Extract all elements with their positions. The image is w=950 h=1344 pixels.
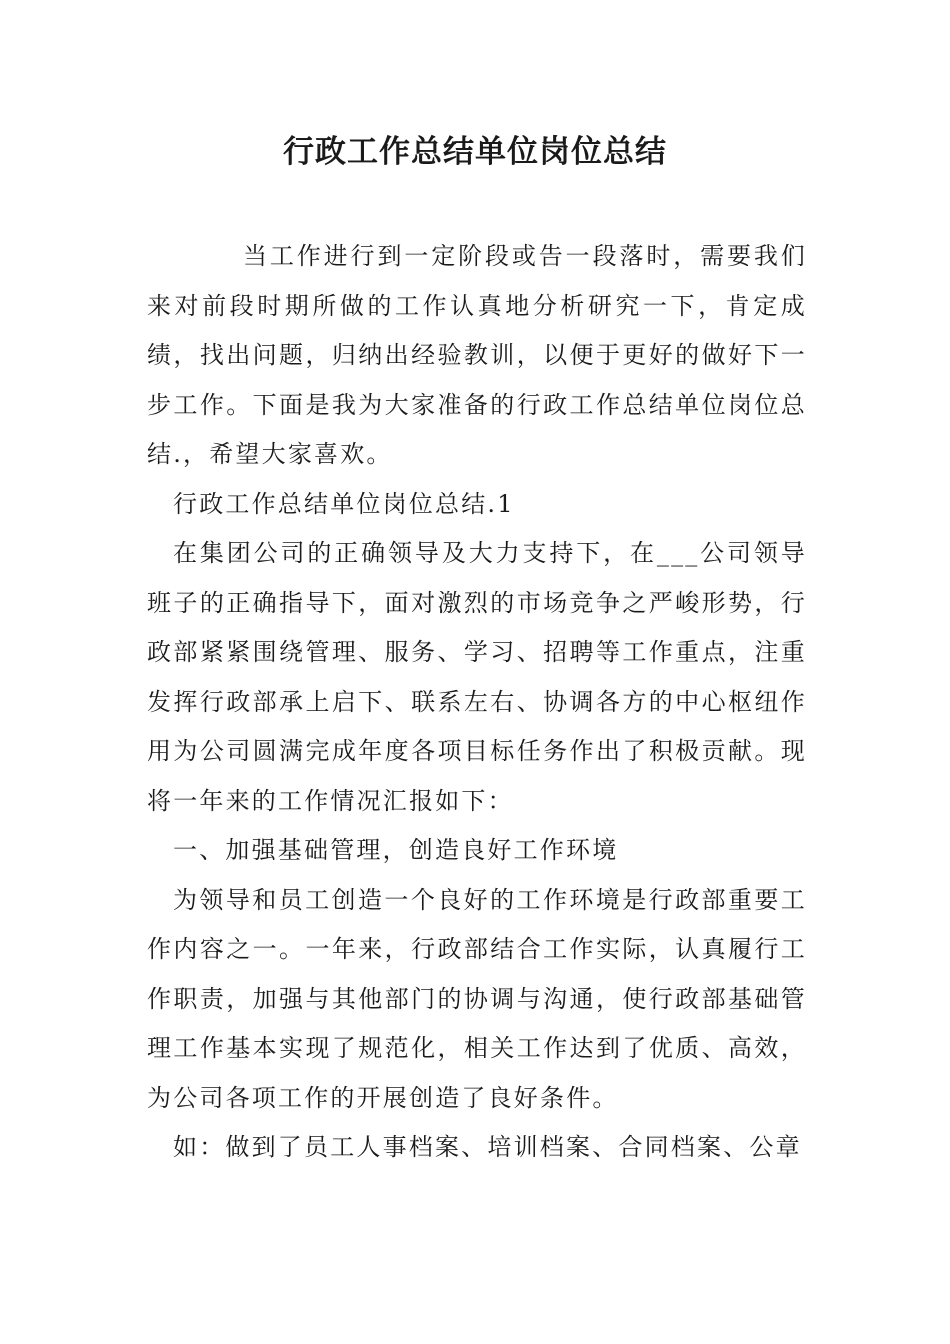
subsection-heading-1: 一、加强基础管理，创造良好工作环境 xyxy=(173,836,619,864)
paragraph-basic-management: 为领导和员工创造一个良好的工作环境是行政部重要工作内容之一。一年来，行政部结合工作实际，认真履行工作职责，加强与其他部门的协调与沟通，使行政部基础管理工作基本实现了规范化，相关工作达到了优质、高效，为公司各项工作的开展创造了良好条件。 xyxy=(147,885,807,1112)
paragraph-example: 如：做到了员工人事档案、培训档案、合同档案、公章 xyxy=(173,1133,802,1161)
document-title: 行政工作总结单位岗位总结 xyxy=(283,134,667,170)
paragraph-overview: 在集团公司的正确领导及大力支持下，在___公司领导班子的正确指导下，面对激烈的市场竞争之严峻形势，行政部紧紧围绕管理、服务、学习、招聘等工作重点，注重发挥行政部承上启下、联系左右、协调各方的中心枢纽作用为公司圆满完成年度各项目标任务作出了积极贡献。现将一年来的工作情况汇报如下： xyxy=(147,539,807,815)
document-body xyxy=(147,232,807,1173)
paragraph-intro: 当工作进行到一定阶段或告一段落时，需要我们来对前段时期所做的工作认真地分析研究一下，肯定成绩，找出问题，归纳出经验教训，以便于更好的做好下一步工作。下面是我为大家准备的行政工作总结单位岗位总结.，希望大家喜欢。 xyxy=(147,242,807,468)
section-heading-1: 行政工作总结单位岗位总结.1 xyxy=(173,489,515,518)
